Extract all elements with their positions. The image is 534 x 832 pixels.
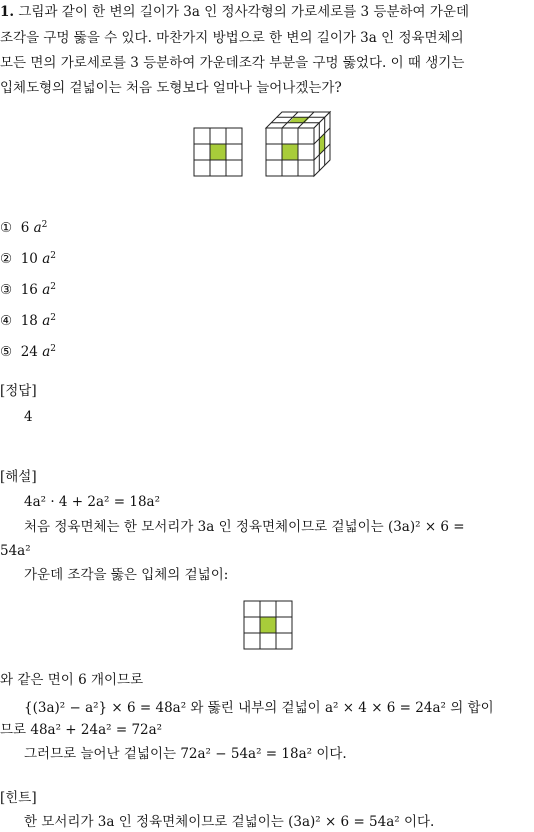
question-line-1: 1. 그림과 같이 한 변의 길이가 3a 인 정사각형의 가로세로를 3 등분하여 가운데 bbox=[0, 4, 470, 20]
question-line-3: 모든 면의 가로세로를 3 등분하여 가운데조각 부분을 구멍 뚫었다. 이 때 생기는 bbox=[0, 55, 465, 71]
answer-value: 4 bbox=[24, 409, 33, 425]
question-line-2: 조각을 구멍 뚫을 수 있다. 마찬가지 방법으로 한 변의 길이가 3a 인 정육면체의 bbox=[0, 30, 464, 46]
hint-text: 한 모서리가 3a 인 정육면체이므로 겉넓이는 (3a)² × 6 = 54a² 이다. bbox=[24, 814, 435, 830]
choice-5: ⑤ 24 $a^2$ bbox=[0, 344, 56, 360]
solution-line-7: 그러므로 늘어난 겉넓이는 72a² − 54a² = 18a² 이다. bbox=[24, 746, 347, 762]
question-line-4: 입체도형의 겉넓이는 처음 도형보다 얼마나 늘어나겠는가? bbox=[0, 80, 342, 96]
question-number: 1. bbox=[0, 4, 15, 20]
solution-square-figure bbox=[243, 600, 293, 650]
choice-3: ③ 16 $a^2$ bbox=[0, 282, 56, 298]
solution-line-5: {(3a)² − a²} × 6 = 48a² 와 뚫린 내부의 겉넓이 a² × 4 × 6 = 24a² 의 합이 bbox=[24, 700, 494, 716]
solution-line-2a: 처음 정육면체는 한 모서리가 3a 인 정육면체이므로 겉넓이는 (3a)² × 6 = bbox=[24, 519, 465, 535]
solution-label: [해설] bbox=[0, 469, 37, 485]
solution-equation: 4a² · 4 + 2a² = 18a² bbox=[24, 494, 160, 510]
choice-4: ④ 18 $a^2$ bbox=[0, 313, 56, 329]
square-figure bbox=[194, 128, 242, 176]
solution-line-6: 므로 48a² + 24a² = 72a² bbox=[0, 722, 163, 738]
hint-label: [힌트] bbox=[0, 790, 37, 806]
solution-line-2b: 54a² bbox=[0, 543, 31, 559]
choice-1: ① 6 $a^2$ bbox=[0, 220, 48, 236]
cube-figure bbox=[266, 112, 330, 176]
solution-line-3: 가운데 조각을 뚫은 입체의 겉넓이: bbox=[24, 567, 229, 583]
answer-label: [정답] bbox=[0, 383, 37, 399]
question-figure bbox=[190, 108, 350, 180]
choice-2: ② 10 $a^2$ bbox=[0, 251, 56, 267]
solution-line-4: 와 같은 면이 6 개이므로 bbox=[0, 672, 144, 688]
